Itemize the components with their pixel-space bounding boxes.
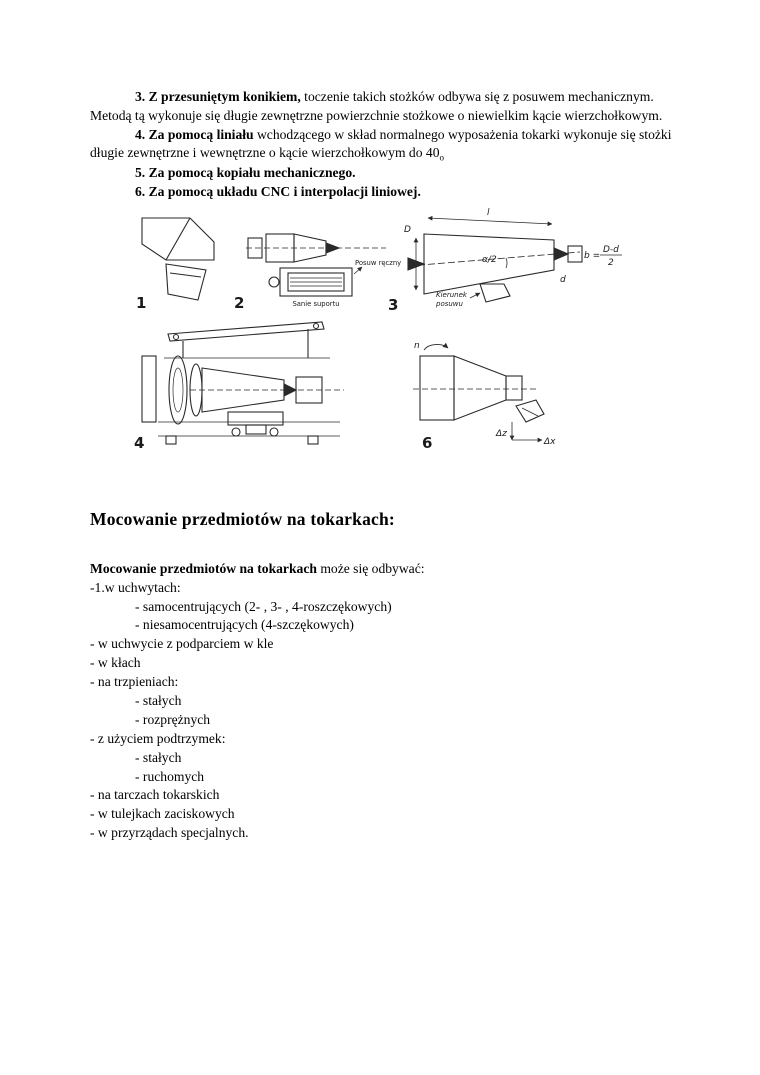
figure-2-label-posuw-reczny: Posuw ręczny: [355, 258, 402, 267]
mocowanie-list: [90, 579, 674, 843]
figure-2-number: 2: [234, 293, 245, 312]
lathe-taper-diagrams: [108, 208, 628, 458]
figure-1-drawing: [142, 218, 214, 300]
figure-6-number: 6: [422, 433, 433, 452]
paragraph-3-text: toczenie takich stożków odbywa się z posuwem mechanicznym. Metodą tą wykonuje się długie zewnętrzne powierzchnie stożkowe o niewielkim kącie wierzchołkowym.: [90, 89, 663, 123]
figures-block: [108, 208, 674, 463]
figure-3-number: 3: [388, 295, 399, 314]
list-item: - na tarczach tokarskich: [90, 787, 220, 803]
paragraph-4: [90, 126, 674, 165]
figure-6-label-n: n: [414, 340, 420, 351]
list-item: - w tulejkach zaciskowych: [90, 806, 235, 822]
list-item: - z użyciem podtrzymek:: [90, 730, 226, 746]
figure-6-label-delta-x: Δx: [544, 436, 556, 447]
paragraph-4-subscript: o: [439, 152, 445, 163]
figure-3-label-fraction-top: D-d: [603, 244, 619, 255]
figure-6-drawing: [413, 344, 544, 440]
mocowanie-intro-lead: Mocowanie przedmiotów na tokarkach: [90, 560, 317, 576]
list-item: - stałych: [135, 749, 182, 765]
paragraph-6: 6. Za pomocą układu CNC i interpolacji liniowej.: [135, 184, 421, 200]
figure-4-drawing: [142, 322, 344, 444]
list-item: - w uchwycie z podparciem w kle: [90, 636, 274, 652]
figure-3-label-posuwu: posuwu: [436, 299, 463, 308]
list-item: - na trzpieniach:: [90, 674, 179, 690]
paragraph-3: [90, 88, 674, 126]
list-item: - ruchomych: [135, 768, 205, 784]
list-item: - niesamocentrujących (4-szczękowych): [135, 617, 354, 633]
list-item: - stałych: [135, 692, 182, 708]
figure-3-label-D: D: [404, 224, 411, 235]
figure-3-label-b: b =: [584, 250, 601, 261]
mocowanie-intro: [90, 560, 674, 579]
paragraph-3-lead: 3. Z przesuniętym konikiem,: [135, 89, 301, 104]
figure-3-label-angle: α/2: [482, 254, 497, 265]
paragraph-4-lead: 4. Za pomocą liniału: [135, 126, 254, 142]
list-item: - rozprężnych: [135, 711, 211, 727]
paragraph-4-text: wchodzącego w skład normalnego wyposażenia tokarki wykonuje się stożki długie zewnętrzne i wewnętrzne o kącie wierzchołkowym do 40: [90, 126, 672, 161]
figure-2-label-sanie-suportu: Sanie suportu: [292, 299, 340, 308]
mocowanie-intro-text: może się odbywać:: [316, 560, 425, 576]
paragraph-5: 5. Za pomocą kopiału mechanicznego.: [135, 165, 356, 181]
figure-1-number: 1: [136, 293, 147, 312]
figure-3-label-kierunek: Kierunek: [436, 290, 467, 299]
figure-3-label-fraction-bottom: 2: [608, 257, 614, 268]
list-item: - samocentrujących (2- , 3- , 4-roszczękowych): [135, 598, 392, 614]
figure-3-label-d: d: [560, 274, 566, 285]
figure-4-number: 4: [134, 433, 145, 452]
figure-6-label-delta-z: Δz: [496, 428, 507, 439]
list-item: - w kłach: [90, 655, 141, 671]
section-heading-mocowanie: Mocowanie przedmiotów na tokarkach:: [90, 508, 395, 529]
figure-3-label-length: l: [487, 207, 490, 218]
list-item: - w przyrządach specjalnych.: [90, 825, 249, 841]
list-item: -1.w uchwytach:: [90, 579, 181, 595]
